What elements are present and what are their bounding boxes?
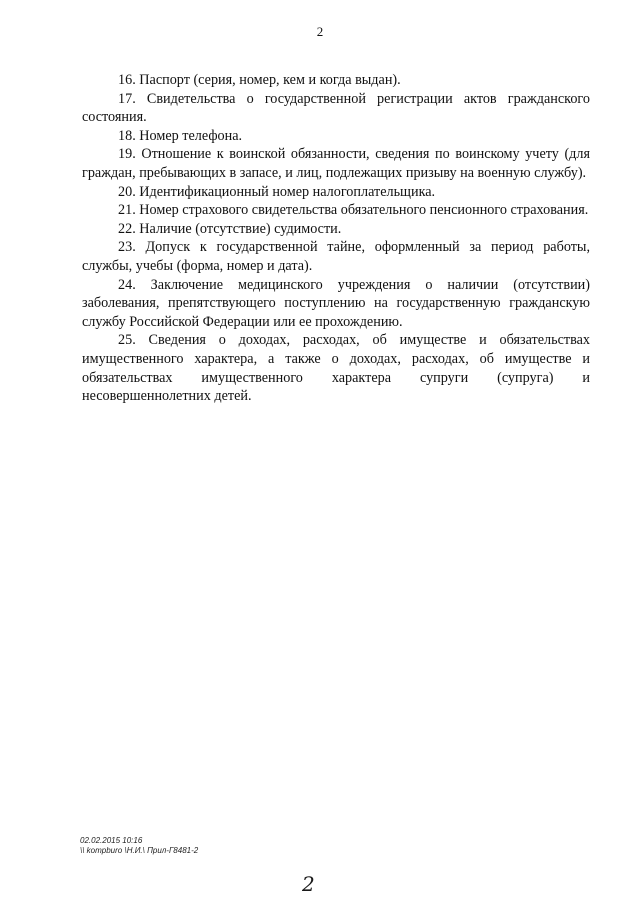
list-item-22: 22. Наличие (отсутствие) судимости. (118, 220, 342, 237)
footer-file-path: \\ kompburo \Н.И.\ Прил-Г8481-2 (80, 846, 199, 855)
list-item-19: 19. Отношение к воинской обязанности, сведения по воинскому учету (для граждан, пребывающих в запасе, и лиц, подлежащих призыву на военную службу). (82, 146, 590, 181)
list-item-18: 18. Номер телефона. (118, 127, 243, 144)
list-item-20: 20. Идентификационный номер налогоплательщика. (118, 183, 436, 200)
document-body (82, 71, 590, 406)
document-footer (80, 836, 198, 856)
list-item-17: 17. Свидетельства о государственной регистрации актов гражданского состояния. (82, 90, 590, 126)
list-item-23: 23. Допуск к государственной тайне, оформленный за период работы, службы, учебы (форма, номер и дата). (82, 239, 590, 274)
list-item-25: 25. Сведения о доходах, расходах, об имуществе и обязательствах имущественного характера, а также о доходах, расходах, об имуществе и обязательствах имущественного характера супруги (супруга) и несовершеннолетних детей. (82, 332, 590, 405)
list-item-24: 24. Заключение медицинского учреждения о наличии (отсутствии) заболевания, препятствующего поступлению на государственную гражданскую службу Российской Федерации или ее прохождению. (82, 276, 590, 330)
page-number: 2 (316, 24, 324, 39)
footer-date: 02.02.2015 10:16 (80, 836, 143, 845)
list-item-16: 16. Паспорт (серия, номер, кем и когда выдан). (118, 72, 401, 88)
handwritten-page-mark: 2 (302, 872, 315, 896)
list-item-21: 21. Номер страхового свидетельства обязательного пенсионного страхования. (118, 202, 589, 219)
